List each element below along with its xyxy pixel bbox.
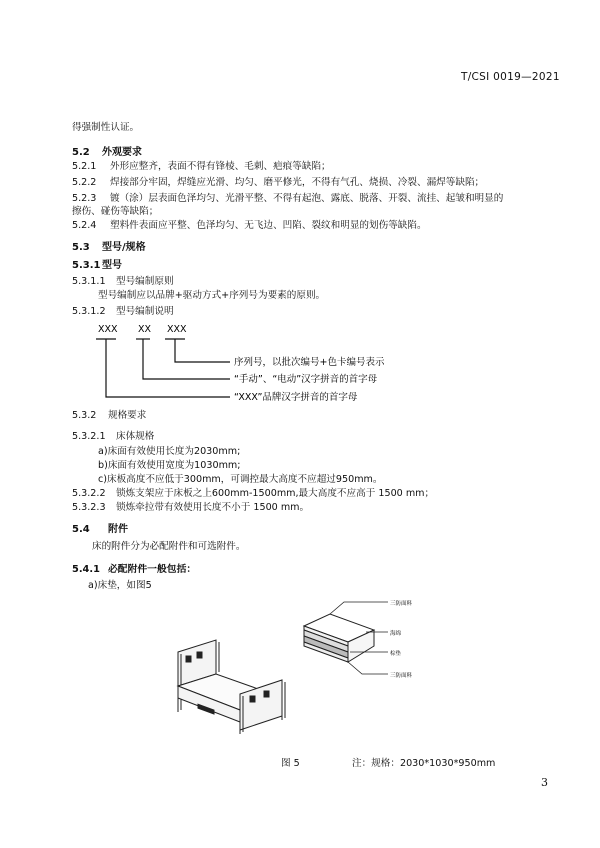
clause-number: 5.3.2.1 <box>72 431 106 442</box>
clause-5-3-2-1 <box>72 431 154 443</box>
mattress-layers <box>304 614 374 662</box>
section-5-4-heading <box>72 520 128 535</box>
clause-5-2-3-continued: 擦伤、碰伤等缺陷； <box>72 206 159 217</box>
clause-number: 5.2.1 <box>72 161 97 172</box>
clause-number: 5.3.1.2 <box>72 306 106 317</box>
clause-text: 锁炼牵拉带有效使用长度不小于 1500 mm。 <box>116 502 310 513</box>
model-code-serial: XXX <box>167 324 187 335</box>
leader-line-serial <box>175 339 230 362</box>
section-title: 附件 <box>108 524 128 535</box>
section-number: 5.3 <box>72 242 90 253</box>
clause-5-2-4 <box>72 220 427 232</box>
section-number: 5.4.1 <box>72 564 100 575</box>
explain-drive: “手动”、“电动”汉字拼音的首字母 <box>234 374 378 385</box>
clause-5-3-2-3 <box>72 502 309 514</box>
clause-5-3-1-1-text: 型号编制应以品牌+驱动方式+序列号为要素的原则。 <box>98 290 326 301</box>
figure-note: 注：规格：2030*1030*950mm <box>352 758 496 769</box>
list-item-a: a)床面有效使用长度为2030mm; <box>98 446 241 457</box>
layer-label-4: 三防面料 <box>390 673 413 679</box>
clause-title: 型号编制说明 <box>116 306 174 317</box>
clause-number: 5.2.2 <box>72 177 97 188</box>
figure-caption: 图 5 <box>281 758 300 769</box>
list-item-b: b)床面有效使用宽度为1030mm; <box>98 460 241 471</box>
section-5-3-heading <box>72 238 146 253</box>
clause-5-2-2 <box>72 177 484 189</box>
section-5-4-1-heading <box>72 561 196 575</box>
clause-number: 5.3.2.2 <box>72 488 106 499</box>
model-code-drive: XX <box>138 324 152 335</box>
leader-line-brand <box>106 339 230 397</box>
leader-line-layer-1 <box>330 602 388 614</box>
clause-number: 5.2.3 <box>72 193 97 204</box>
model-code-brand: XXX <box>98 324 118 335</box>
section-5-2-heading <box>72 143 142 158</box>
explain-serial: 序列号，以批次编号+色卡编号表示 <box>234 357 385 368</box>
clause-text: 焊接部分牢固，焊缝应光滑、均匀、磨平修光，不得有气孔、烧损、冷裂、漏焊等缺陷； <box>110 177 485 188</box>
clause-5-3-1-2 <box>72 306 174 318</box>
clause-number: 5.2.4 <box>72 220 97 231</box>
clause-5-3-2-2 <box>72 488 434 500</box>
section-title: 规格要求 <box>108 410 147 421</box>
clause-number: 5.3.2.3 <box>72 502 106 513</box>
clause-text: 塑料件表面应平整、色泽均匀、无飞边、凹陷、裂纹和明显的划伤等缺陷。 <box>110 220 427 231</box>
leader-line-drive <box>143 339 230 379</box>
bed-illustration <box>178 640 285 734</box>
standard-number: T/CSI 0019—2021 <box>461 71 560 83</box>
body-text-continued: 得强制性认证。 <box>72 122 140 133</box>
clause-5-3-1-1 <box>72 276 174 288</box>
leader-line-layer-4 <box>348 662 388 674</box>
clause-text: 镀（涂）层表面色泽均匀、光滑平整、不得有起泡、露底、脱落、开裂、流挂、起皱和明显的 <box>110 193 504 204</box>
layer-label-2: 海绵 <box>390 631 402 637</box>
clause-title: 型号编制原则 <box>116 276 174 287</box>
section-5-3-1-heading <box>72 256 122 271</box>
section-title: 型号/规格 <box>102 242 146 253</box>
clause-text: 锁炼支架应于床板之上600mm-1500mm,最大高度不应高于 1500 mm； <box>116 488 435 499</box>
clause-5-2-3 <box>72 193 503 205</box>
explain-brand: “XXX”品牌汉字拼音的首字母 <box>234 392 358 403</box>
section-title: 必配附件一般包括： <box>108 564 197 575</box>
layer-label-1: 三防面料 <box>390 601 413 607</box>
clause-text: 外形应整齐，表面不得有锋棱、毛刺、疤痕等缺陷； <box>110 161 331 172</box>
section-5-4-text: 床的附件分为必配附件和可选附件。 <box>92 541 246 552</box>
page-number: 3 <box>541 776 548 789</box>
section-number: 5.3.1 <box>72 260 101 271</box>
figure-5-illustration <box>170 600 460 735</box>
clause-number: 5.3.1.1 <box>72 276 106 287</box>
section-5-3-2-heading <box>72 410 146 422</box>
section-number: 5.4 <box>72 524 90 535</box>
model-code-diagram <box>90 318 420 404</box>
layer-label-3: 棕垫 <box>390 651 402 657</box>
section-number: 5.2 <box>72 147 90 158</box>
clause-title: 床体规格 <box>116 431 155 442</box>
list-item-mattress: a)床垫，如图5 <box>88 580 152 591</box>
clause-5-2-1 <box>72 161 331 173</box>
section-title: 外观要求 <box>102 147 142 158</box>
section-number: 5.3.2 <box>72 410 97 421</box>
list-item-c: c)床板高度不应低于300mm，可调控最大高度不应超过950mm。 <box>98 474 383 485</box>
section-title: 型号 <box>102 260 122 271</box>
